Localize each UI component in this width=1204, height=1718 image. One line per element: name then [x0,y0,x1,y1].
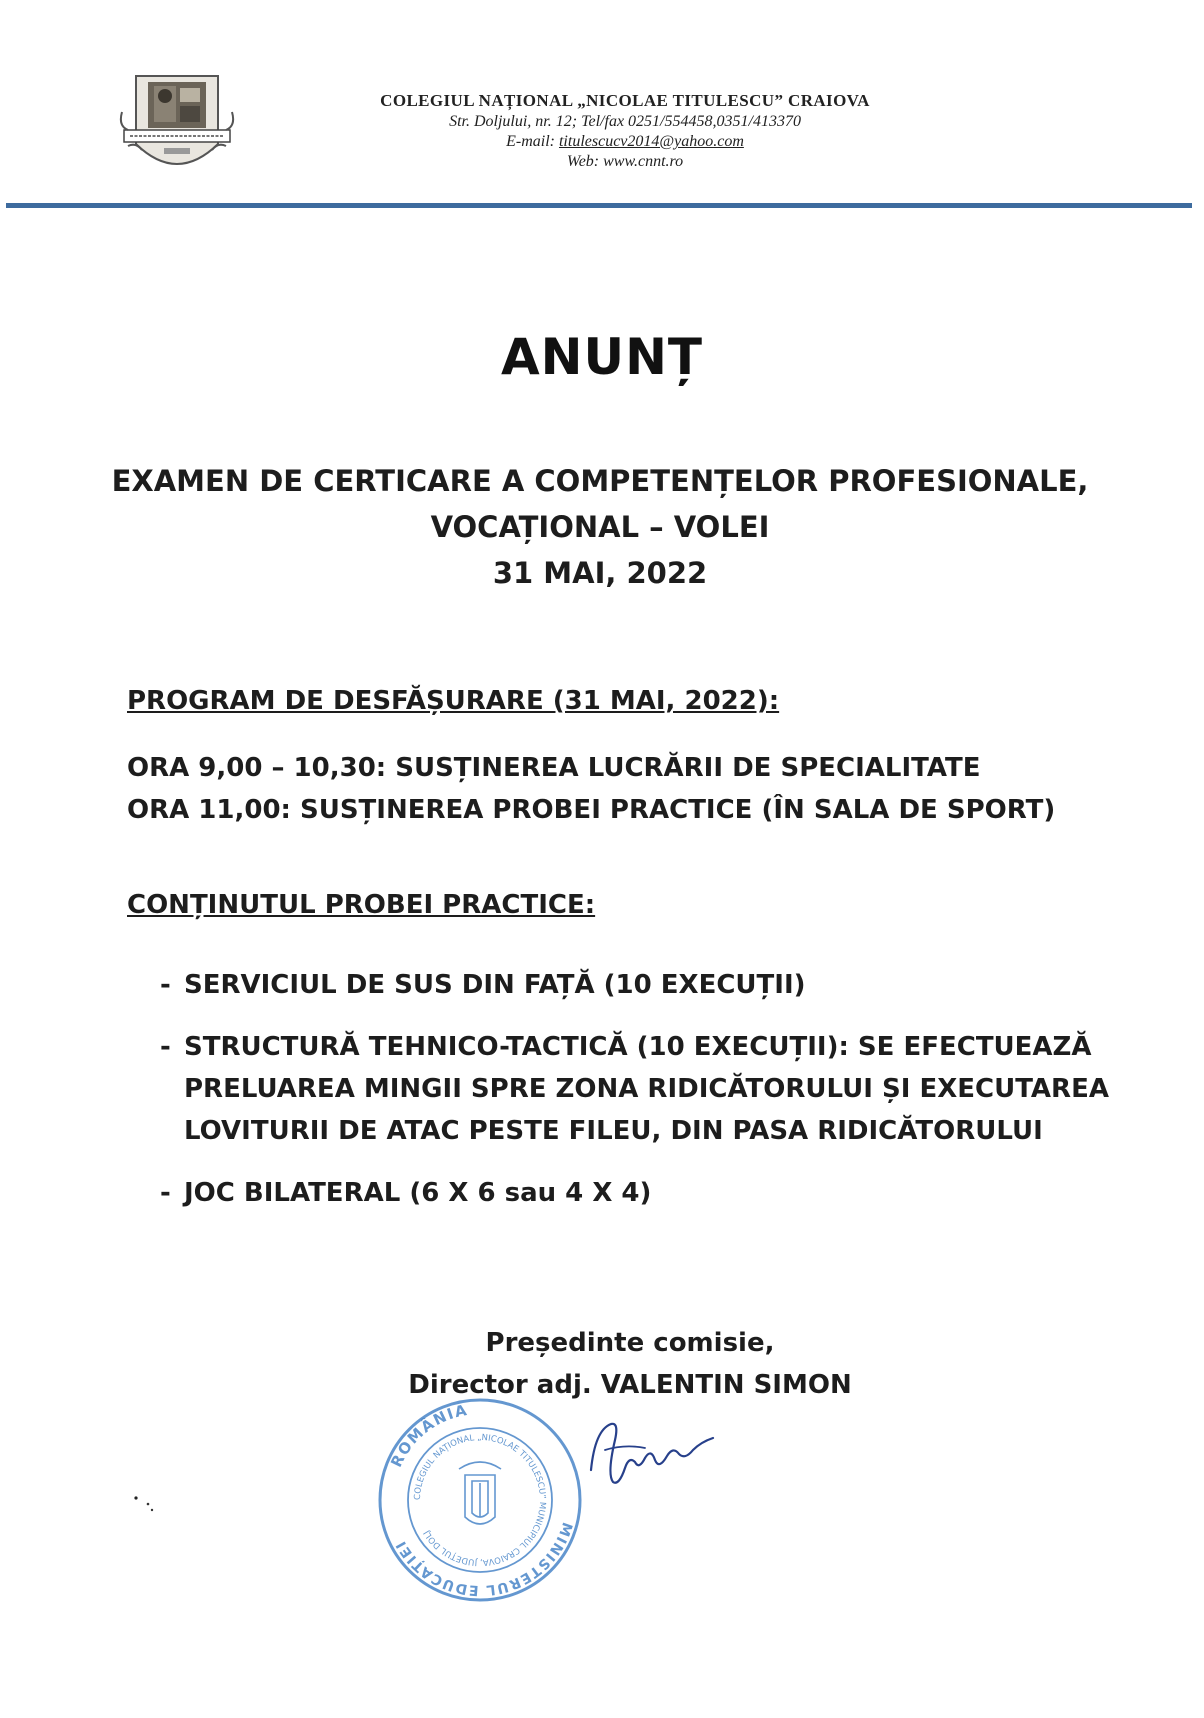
program-item: ORA 11,00: SUSȚINEREA PROBEI PRACTICE (ÎN SALA DE SPORT) [127,795,1056,825]
subtitle-line: VOCAȚIONAL – VOLEI [430,510,770,544]
page-title: ANUNȚ [500,328,704,386]
signatory-role: Președinte comisie, [485,1328,775,1358]
bullet-dash: - [160,970,171,1000]
program-item: ORA 9,00 – 10,30: SUSȚINEREA LUCRĂRII DE SPECIALITATE [127,753,981,783]
email-link[interactable]: titulescucv2014@yahoo.com [558,133,744,150]
institution-address: Str. Doljului, nr. 12; Tel/fax 0251/554458,0351/413370 [449,113,801,130]
signatory-name: Director adj. VALENTIN SIMON [408,1370,852,1400]
school-logo [118,66,236,186]
institution-name: COLEGIUL NAȚIONAL „NICOLAE TITULESCU” CRAIOVA [380,91,870,110]
subtitle-line: EXAMEN DE CERTICARE A COMPETENȚELOR PROFESIONALE, [111,464,1089,498]
signature-block [400,1322,860,1406]
list-item [160,1172,1120,1214]
handwritten-signature [585,1410,720,1495]
subtitle-date: 31 MAI, 2022 [492,556,708,590]
list-item [160,964,1120,1006]
bullet-dash: - [160,1178,171,1208]
program-list [127,747,1055,831]
institution-web: Web: www.cnnt.ro [566,153,684,170]
content-list [160,964,1120,1234]
bullet-dash: - [160,1032,171,1062]
content-heading: CONȚINUTUL PROBEI PRACTICE: [127,890,596,920]
program-heading: PROGRAM DE DESFĂȘURARE (31 MAI, 2022): [127,686,780,716]
list-item [160,1026,1120,1152]
header-divider [6,203,1192,208]
institution-email-line [330,132,920,152]
list-item-text: STRUCTURĂ TEHNICO-TACTICĂ (10 EXECUȚII): SE EFECTUEAZĂ PRELUAREA MINGII SPRE ZONA RIDICĂTORULUI ȘI EXECUTAREA LOVITURII DE ATAC PESTE FILEU, DIN PASA RIDICĂTORULUI [184,1032,1109,1146]
exam-subtitle [100,458,1100,596]
email-label: E-mail: [506,133,559,150]
list-item-text: JOC BILATERAL (6 X 6 sau 4 X 4) [184,1178,652,1208]
official-stamp [375,1395,585,1605]
stamp-text-inner: COLEGIUL NAȚIONAL „NICOLAE TITULESCU” MUNICIPIUL CRAIOVA, JUDEȚUL DOLJ [412,1432,548,1568]
stamp-text-bottom: MINISTERUL EDUCAȚIEI [392,1520,575,1599]
stamp-text-top: ROMÂNIA [387,1400,470,1471]
scan-specks [132,1494,162,1516]
list-item-text: SERVICIUL DE SUS DIN FAȚĂ (10 EXECUȚII) [184,970,806,1000]
letterhead [330,90,920,172]
